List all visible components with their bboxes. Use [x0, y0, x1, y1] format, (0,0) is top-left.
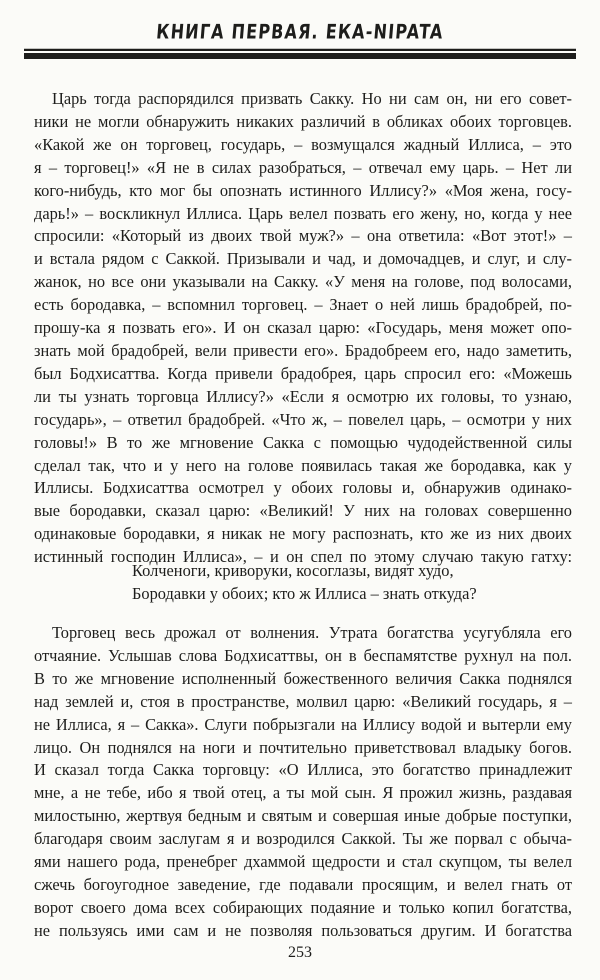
text-line: жанок, но все они указывали на Сакку. «У меня на голове, под волосами,	[34, 272, 572, 292]
text-line: прошу-ка я позвать его». И он сказал царю: «Государь, меня может опо-	[34, 318, 572, 338]
header-rule	[24, 48, 576, 62]
text-line: Царь тогда распорядился призвать Сакку. Но ни сам он, ни его совет-	[52, 89, 572, 108]
text-line: лицо. Он поднялся на ноги и почтительно приветствовал владыку богов.	[34, 737, 572, 757]
text-line: отчаяние. Услышав слова Бодхисаттвы, он в беспамятстве рухнул на пол.	[34, 645, 572, 665]
text-line: милостыню, жертвуя бедным и святым и совершая иные добрые поступки,	[34, 806, 572, 826]
text-line: головы!» В то же мгновение Сакка с помощью чудодейственной силы	[34, 432, 572, 452]
text-line: был Бодхисаттва. Когда привели брадобрея, царь спросил его: «Можешь	[34, 363, 572, 383]
text-line: одинаковые бородавки, я никак не могу распознать, кто же из них двоих	[34, 524, 572, 544]
paragraph-2	[34, 622, 572, 943]
text-line: сжечь богоугодное заведение, где подавали просящим, и велел гнать от	[34, 874, 572, 894]
text-line: ники не могли обнаружить никаких различий в обликах обоих торговцев.	[34, 111, 572, 131]
text-line: «Какой же он торговец, государь, – возмущался жадный Иллиса, – это	[34, 134, 572, 154]
text-line: над землей и, стоя в пространстве, молвил царю: «Великий государь, я –	[34, 691, 572, 711]
text-line: не пользуясь ими сам и не позволяя пользоваться другим. И богатства	[34, 920, 572, 940]
text-line: ями нашего рода, пренебрег дхаммой щедрости и стал скупцом, ты велел	[34, 852, 572, 872]
text-line: ворот своего дома всех собирающих подаяние и только копил богатства,	[34, 897, 572, 917]
verse-line: Бородавки у обоих; кто ж Иллиса – знать откуда?	[132, 584, 477, 603]
text-line: не Иллиса, я – Сакка». Слуги побрызгали на Иллису водой и вытерли ему	[34, 714, 572, 734]
text-line: дарь!» – воскликнул Иллиса. Царь велел позвать его жену, но, когда у нее	[34, 203, 572, 223]
text-line: мне, а не тебе, ибо я твой отец, а ты мой сын. Я прожил жизнь, раздавая	[34, 783, 572, 803]
text-line: Торговец весь дрожал от волнения. Утрата богатства усугубляла его	[52, 623, 572, 642]
text-line: вые бородавки, сказал царю: «Великий! У них на головах совершенно	[34, 501, 572, 521]
text-line: благодаря своим заслугам я и возродился Саккой. Ты же порвал с обыча-	[34, 829, 572, 849]
text-line: Иллисы. Бодхисаттва осмотрел у обоих головы и, обнаружив одинако-	[34, 478, 572, 498]
text-line: я – торговец!» «Я не в силах разобраться, – отвечал ему царь. – Нет ли	[34, 157, 572, 177]
paragraph-1	[34, 88, 572, 569]
text-line: ли ты узнать торговца Иллису?» «Если я осмотрю их головы, то узнаю,	[34, 386, 572, 406]
verse-line: Колченоги, криворуки, косоглазы, видят худо,	[132, 561, 454, 580]
text-line: спросили: «Который из двоих твой муж?» – она ответила: «Вот этот!» –	[34, 226, 572, 246]
text-line: кого-нибудь, кто мог бы опознать истинного Иллису?» «Моя жена, госу-	[34, 180, 572, 200]
text-line: В то же мгновение исполненный божественного величия Сакка поднялся	[34, 668, 572, 688]
running-head: КНИГА ПЕРВАЯ. ЕКА-NIPATA	[155, 19, 445, 44]
text-line: и встала рядом с Саккой. Призывали и чад, и домочадцев, и слуг, и слу-	[34, 249, 572, 269]
page-number: 253	[288, 944, 312, 961]
verse-gatha	[132, 559, 492, 605]
text-line: истинный господин Иллиса», – и он спел по этому случаю такую гатху:	[34, 547, 572, 567]
text-line: И сказал тогда Сакка торговцу: «О Иллиса, это богатство принадлежит	[34, 760, 572, 780]
text-line: есть бородавка, – вспомнил торговец. – Знает о ней лишь брадобрей, по-	[34, 295, 572, 315]
text-line: сделал так, что и у него на голове появилась такая же бородавка, как у	[34, 455, 572, 475]
text-line: знать мой брадобрей, вели привести его». Брадобреем его, надо заметить,	[34, 340, 572, 360]
text-line: государь», – ответил брадобрей. «Что ж, – повелел царь, – осмотри у них	[34, 409, 572, 429]
page-header	[20, 20, 580, 78]
